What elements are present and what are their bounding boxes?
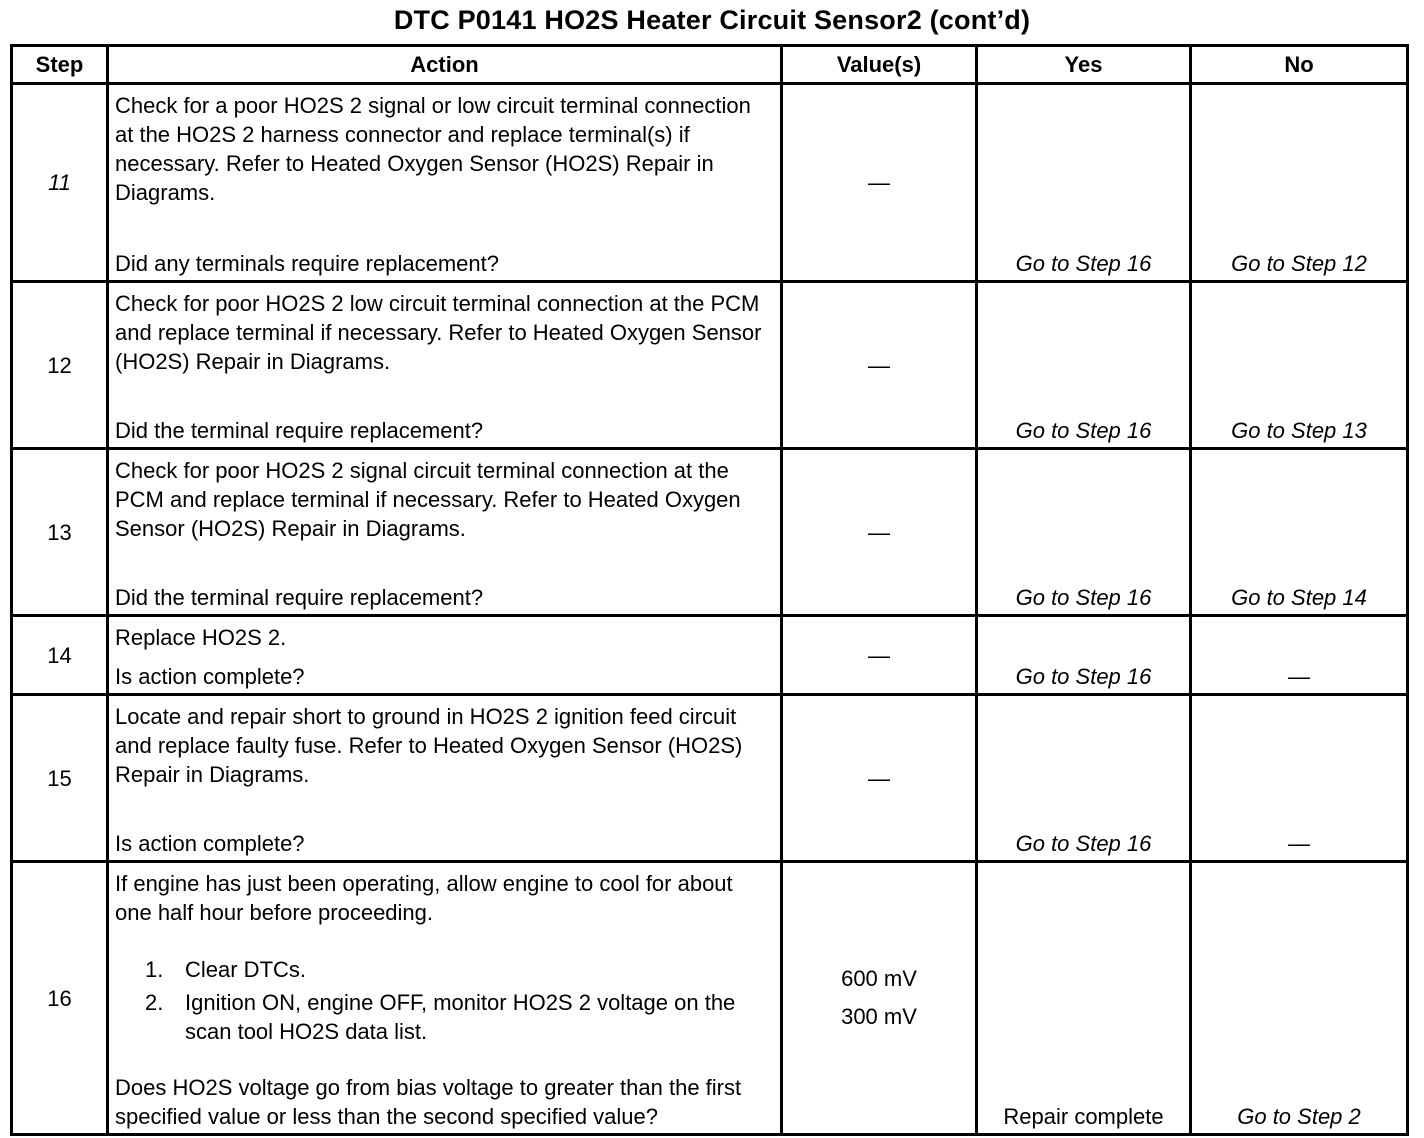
action-cell <box>108 84 782 282</box>
value-cell: — <box>782 616 977 695</box>
header-values: Value(s) <box>782 46 977 84</box>
action-text: Check for a poor HO2S 2 signal or low circuit terminal connection at the HO2S 2 harness connector and replace terminal(s) if necessary. Refer to Heated Oxygen Sensor (HO2S) Repair in Diagrams. <box>115 93 751 205</box>
yes-cell: Go to Step 16 <box>977 449 1191 616</box>
page-title: DTC P0141 HO2S Heater Circuit Sensor2 (cont’d) <box>393 5 1031 35</box>
list-item <box>145 988 774 1046</box>
action-cell <box>108 449 782 616</box>
yes-cell: Go to Step 16 <box>977 84 1191 282</box>
value-cell: — <box>782 449 977 616</box>
step-number: 13 <box>12 449 108 616</box>
list-item <box>145 955 774 984</box>
header-no: No <box>1191 46 1408 84</box>
action-text: If engine has just been operating, allow engine to cool for about one half hour before proceeding. <box>115 871 733 925</box>
action-question: Does HO2S voltage go from bias voltage to greater than the first specified value or less than the second specified value? <box>115 1075 742 1129</box>
action-question: Is action complete? <box>115 831 305 856</box>
no-cell: Go to Step 14 <box>1191 449 1408 616</box>
table-row <box>12 282 1408 449</box>
header-action: Action <box>108 46 782 84</box>
step-number: 11 <box>12 84 108 282</box>
value-cell <box>782 862 977 1135</box>
table-row <box>12 616 1408 695</box>
yes-cell: Go to Step 16 <box>977 695 1191 862</box>
list-item-number: 2. <box>145 989 164 1015</box>
header-yes: Yes <box>977 46 1191 84</box>
no-cell: Go to Step 12 <box>1191 84 1408 282</box>
value-cell: — <box>782 695 977 862</box>
yes-cell: Go to Step 16 <box>977 616 1191 695</box>
action-question: Did the terminal require replacement? <box>115 418 484 443</box>
header-step: Step <box>12 46 108 84</box>
action-cell <box>108 616 782 695</box>
action-text: Locate and repair short to ground in HO2S 2 ignition feed circuit and replace faulty fuse. Refer to Heated Oxygen Sensor (HO2S) Repair in Diagrams. <box>115 704 743 787</box>
no-cell: — <box>1191 616 1408 695</box>
action-question: Did any terminals require replacement? <box>115 251 499 276</box>
action-cell <box>108 695 782 862</box>
action-question: Did the terminal require replacement? <box>115 585 484 610</box>
action-text: Check for poor HO2S 2 signal circuit terminal connection at the PCM and replace terminal if necessary. Refer to Heated Oxygen Sensor (HO2S) Repair in Diagrams. <box>115 458 741 541</box>
value-cell: — <box>782 84 977 282</box>
value-cell: — <box>782 282 977 449</box>
table-row <box>12 84 1408 282</box>
action-cell <box>108 862 782 1135</box>
table-row <box>12 695 1408 862</box>
list-item-number: 1. <box>145 956 164 982</box>
no-cell: Go to Step 13 <box>1191 282 1408 449</box>
table-header-row <box>12 46 1408 84</box>
table-row <box>12 449 1408 616</box>
action-text: Check for poor HO2S 2 low circuit terminal connection at the PCM and replace terminal if necessary. Refer to Heated Oxygen Sensor (HO2S) Repair in Diagrams. <box>115 291 762 374</box>
step-number: 16 <box>12 862 108 1135</box>
step-number: 15 <box>12 695 108 862</box>
step-number: 14 <box>12 616 108 695</box>
step-number: 12 <box>12 282 108 449</box>
list-item-text: Clear DTCs. <box>185 956 307 982</box>
action-cell <box>108 282 782 449</box>
diagnostic-table <box>10 44 1409 1136</box>
value-stack <box>783 960 975 1036</box>
action-question: Is action complete? <box>115 664 305 689</box>
yes-cell: Repair complete <box>977 862 1191 1135</box>
yes-cell: Go to Step 16 <box>977 282 1191 449</box>
list-item-text: Ignition ON, engine OFF, monitor HO2S 2 voltage on the scan tool HO2S data list. <box>185 989 736 1044</box>
no-cell: Go to Step 2 <box>1191 862 1408 1135</box>
table-row <box>12 862 1408 1135</box>
action-text: Replace HO2S 2. <box>115 625 287 650</box>
value-first: 600 mV <box>841 966 917 991</box>
value-second: 300 mV <box>841 1004 917 1029</box>
action-steps-list <box>115 951 774 1050</box>
no-cell: — <box>1191 695 1408 862</box>
